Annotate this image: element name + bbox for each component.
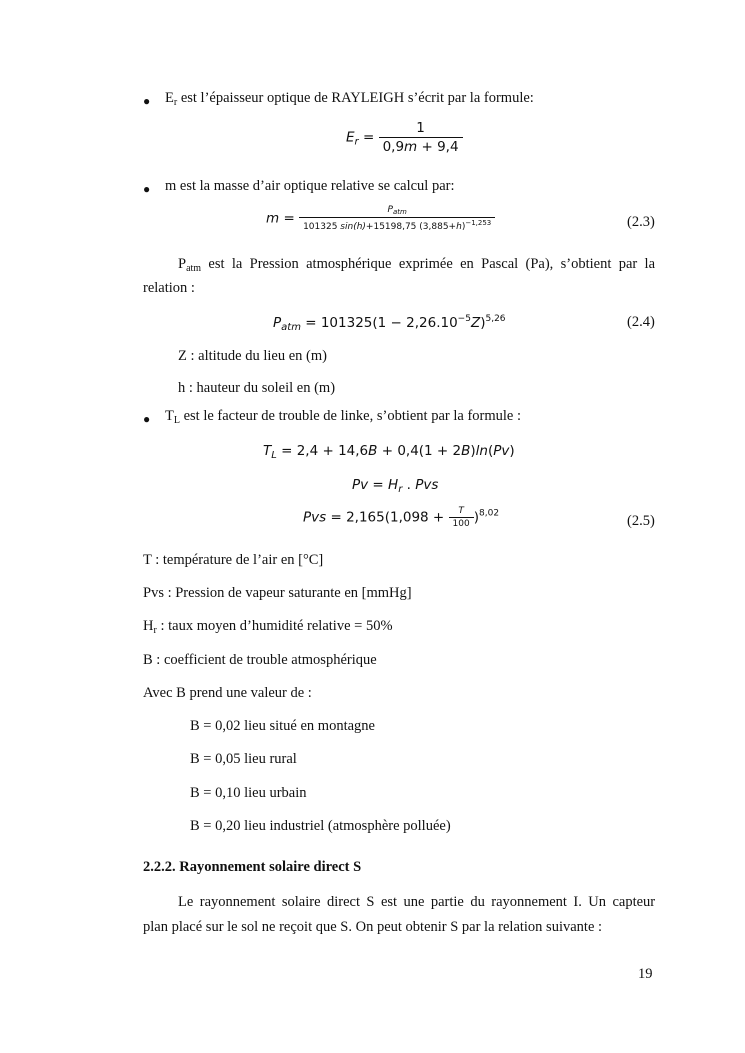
z-definition: Z : altitude du lieu en (m)	[178, 348, 327, 364]
er-symbol: E	[165, 90, 174, 106]
patm-paragraph-line2: relation :	[143, 280, 195, 296]
b-value-item: B = 0,02 lieu situé en montagne	[190, 718, 375, 734]
section-paragraph-line2: plan placé sur le sol ne reçoit que S. On peut obtenir S par la relation suivante :	[143, 919, 603, 935]
equation-patm: $P_{atm} = 101325(1 - 2,26.10^{-5}Z)^{5,26}$	[273, 314, 506, 333]
t-definition: T : température de l’air en [°C]	[143, 552, 324, 568]
avec-line: Avec B prend une valeur de :	[143, 685, 312, 701]
bullet-dot: ●	[143, 182, 151, 196]
er-description: est l’épaisseur optique de RAYLEIGH s’écrit par la formule:	[177, 90, 534, 106]
bullet-er-text	[165, 90, 534, 108]
equation-pv: $Pv = H_r$ . Pvs	[352, 477, 439, 495]
h-definition: h : hauteur du soleil en (m)	[178, 380, 336, 396]
b-value-item: B = 0,05 lieu rural	[190, 751, 297, 767]
m-fraction: $\frac{P_{atm}}{101325 \sin(h)+15198,75 (3,885+h)^{-1,253}}$	[299, 205, 495, 232]
equation-number-2-3: (2.3)	[627, 214, 655, 230]
equation-tl: $T_L = 2,4 + 14,6B + 0,4(1 + 2B)\ln(Pv)$	[263, 443, 515, 461]
equation-number-2-4: (2.4)	[627, 314, 655, 330]
patm-paragraph-line1: $P_{atm}$ est la Pression atmosphérique exprimée en Pascal (Pa), s’obtient par la	[178, 256, 656, 274]
pvs-definition: Pvs : Pression de vapeur saturante en [mmHg]	[143, 585, 412, 601]
equation-number-2-5: (2.5)	[627, 513, 655, 529]
er-fraction: $\frac{1}{0,9m + 9,4}$	[379, 120, 463, 155]
equation-er: $E_r$ = $\frac{1}{0,9m + 9,4}$	[346, 120, 463, 155]
section-paragraph-line1: Le rayonnement solaire direct S est une partie du rayonnement I. Un capteur	[178, 894, 656, 910]
b-definition: B : coefficient de trouble atmosphérique	[143, 652, 377, 668]
equation-m: m = $\frac{P_{atm}}{101325 \sin(h)+15198,75 (3,885+h)^{-1,253}}$	[266, 205, 495, 232]
page-number: 19	[638, 966, 653, 982]
b-value-item: B = 0,10 lieu urbain	[190, 785, 307, 801]
bullet-dot: ●	[143, 412, 151, 426]
er-subscript: r	[173, 97, 178, 108]
equation-pvs: Pvs = 2,165(1,098 + $\frac{T}{100}$ )$^{8,02}$	[303, 506, 500, 529]
bullet-dot: ●	[143, 94, 151, 108]
hr-definition: $H_r$ : taux moyen d’humidité relative = 50%	[143, 618, 393, 636]
bullet-m-text: m est la masse d’air optique relative se calcul par:	[165, 178, 455, 194]
bullet-tl-text: $T_L$ est le facteur de trouble de linke, s’obtient par la formule :	[165, 408, 521, 426]
section-heading: 2.2.2. Rayonnement solaire direct S	[143, 859, 362, 875]
b-value-item: B = 0,20 lieu industriel (atmosphère polluée)	[190, 818, 451, 834]
